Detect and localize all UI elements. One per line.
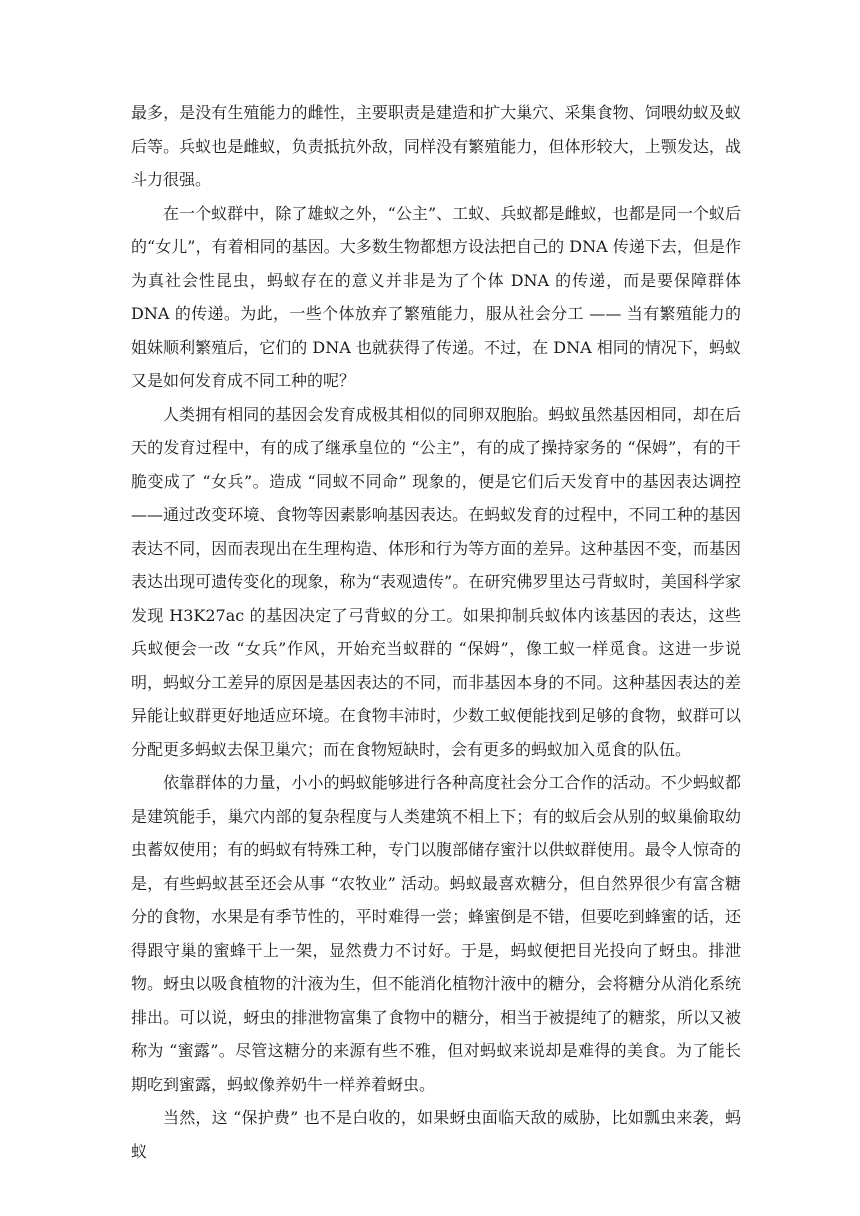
paragraph-2: 在一个蚁群中，除了雄蚁之外，“公主”、工蚁、兵蚁都是雌蚁，也都是同一个蚁后的“女儿”，有着相同的基因。大多数生物都想方设法把自己的 DNA 传递下去，但是作为真社会性昆虫，蚂蚁存在的意义并非是为了个体 DNA 的传递，而是要保障群体 DNA 的传递。为此，一些个体放弃了繁殖能力，服从社会分工 —— 当有繁殖能力的姐妹顺利繁殖后，它们的 DNA 也就获得了传递。不过，在 DNA 相同的情况下，蚂蚁又是如何发育成不同工种的呢？ [131,203,741,390]
paragraph-5: 当然，这 “保护费” 也不是白收的，如果蚜虫面临天敌的威胁，比如瓢虫来袭，蚂蚁 [131,1108,741,1161]
paragraph-3: 人类拥有相同的基因会发育成极其相似的同卵双胞胎。蚂蚁虽然基因相同，却在后天的发育过程中，有的成了继承皇位的 “公主”，有的成了操持家务的 “保姆”，有的干脆变成了 “女兵”。造成 “同蚁不同命” 现象的，便是它们后天发育中的基因表达调控 ——通过改变环境、食物等因素影响基因表达。在蚂蚁发育的过程中，不同工种的基因表达不同，因而表现出在生理构造、体形和行为等方面的差异。这种基因不变，而基因表达出现可遗传变化的现象，称为“表观遗传”。在研究佛罗里达弓背蚁时，美国科学家发现 H3K27ac 的基因决定了弓背蚁的分工。如果抑制兵蚁体内该基因的表达，这些兵蚁便会一改 “女兵”作风，开始充当蚁群的 “保姆”，像工蚁一样觅食。这进一步说明，蚂蚁分工差异的原因是基因表达的不同，而非基因本身的不同。这种基因表达的差异能让蚁群更好地适应环境。在食物丰沛时，少数工蚁便能找到足够的食物，蚁群可以分配更多蚂蚁去保卫巢穴；而在食物短缺时，会有更多的蚂蚁加入觅食的队伍。 [131,404,741,759]
paragraph-1: 最多，是没有生殖能力的雌性，主要职责是建造和扩大巢穴、采集食物、饲喂幼蚁及蚁后等。兵蚁也是雌蚁，负责抵抗外敌，同样没有繁殖能力，但体形较大，上颚发达，战斗力很强。 [131,103,741,189]
article-body [131,96,741,1168]
paragraph-4: 依靠群体的力量，小小的蚂蚁能够进行各种高度社会分工合作的活动。不少蚂蚁都是建筑能手，巢穴内部的复杂程度与人类建筑不相上下；有的蚁后会从别的蚁巢偷取幼虫蓄奴使用；有的蚂蚁有特殊工种，专门以腹部储存蜜汁以供蚁群使用。最令人惊奇的是，有些蚂蚁甚至还会从事 “农牧业” 活动。蚂蚁最喜欢糖分，但自然界很少有富含糖分的食物，水果是有季节性的，平时难得一尝；蜂蜜倒是不错，但要吃到蜂蜜的话，还得跟守巢的蜜蜂干上一架，显然费力不讨好。于是，蚂蚁便把目光投向了蚜虫。排泄物。蚜虫以吸食植物的汁液为生，但不能消化植物汁液中的糖分，会将糖分从消化系统排出。可以说，蚜虫的排泄物富集了食物中的糖分，相当于被提纯了的糖浆，所以又被称为 “蜜露”。尽管这糖分的来源有些不雅，但对蚂蚁来说却是难得的美食。为了能长期吃到蜜露，蚂蚁像养奶牛一样养着蚜虫。 [131,773,741,1094]
